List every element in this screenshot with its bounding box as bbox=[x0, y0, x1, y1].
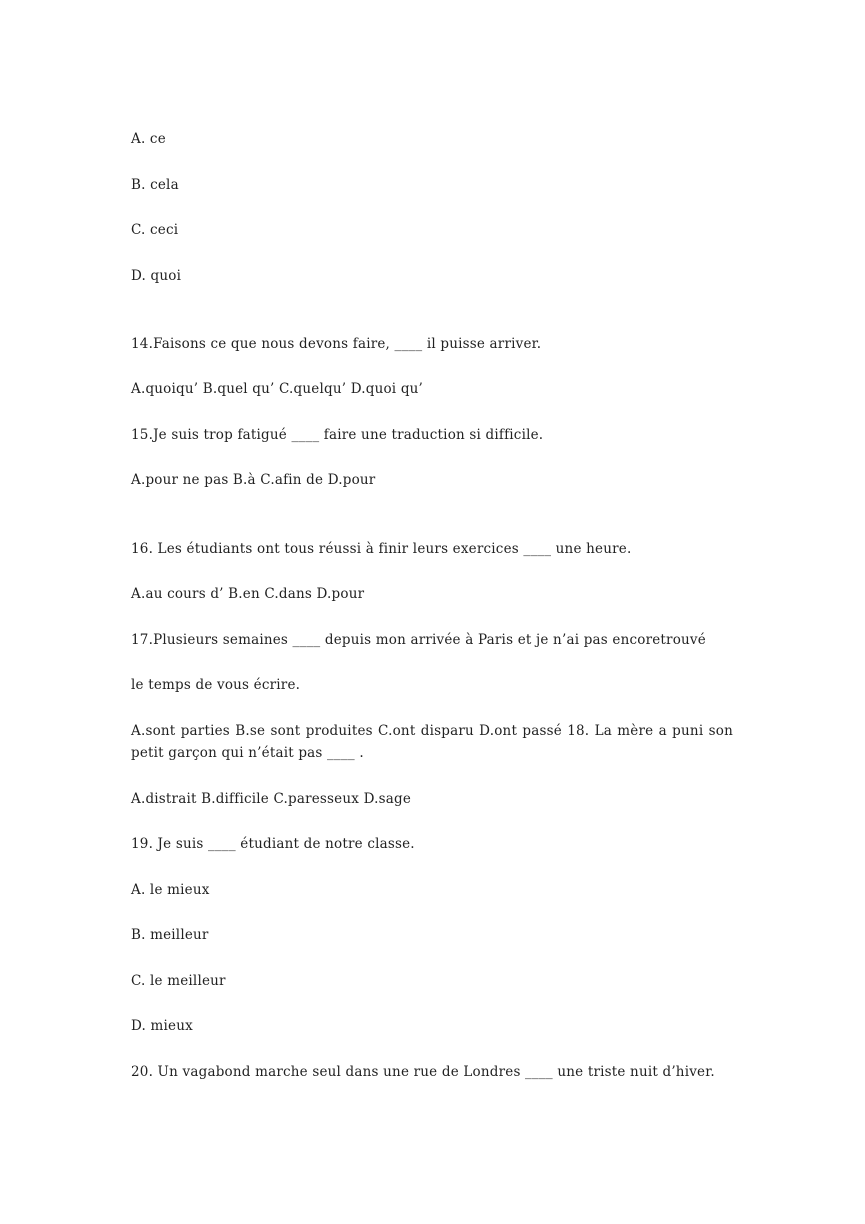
q13-option-a: A. ce bbox=[131, 131, 166, 147]
q13-option-c: C. ceci bbox=[131, 222, 179, 238]
q17-question-line1: 17.Plusieurs semaines ____ depuis mon arrivée à Paris et je n’ai pas encoretrouvé bbox=[131, 632, 706, 648]
q19-question: 19. Je suis ____ étudiant de notre classe. bbox=[131, 836, 415, 852]
q17-options-and-q18-question: A.sont parties B.se sont produites C.ont disparu D.ont passé 18. La mère a puni son petit garçon qui n’était pas ____ . bbox=[131, 723, 733, 761]
q15-options: A.pour ne pas B.à C.afin de D.pour bbox=[131, 472, 376, 488]
q15-question: 15.Je suis trop fatigué ____ faire une traduction si difficile. bbox=[131, 427, 544, 443]
q13-option-b: B. cela bbox=[131, 177, 179, 193]
q19-option-d: D. mieux bbox=[131, 1018, 193, 1034]
q19-option-a: A. le mieux bbox=[131, 882, 210, 898]
q19-option-c: C. le meilleur bbox=[131, 973, 226, 989]
q17-question-line2: le temps de vous écrire. bbox=[131, 677, 301, 693]
q20-question: 20. Un vagabond marche seul dans une rue de Londres ____ une triste nuit d’hiver. bbox=[131, 1064, 715, 1080]
q13-option-d: D. quoi bbox=[131, 268, 182, 284]
q16-question: 16. Les étudiants ont tous réussi à finir leurs exercices ____ une heure. bbox=[131, 541, 632, 557]
q14-options: A.quoiqu’ B.quel qu’ C.quelqu’ D.quoi qu’ bbox=[131, 381, 424, 397]
q16-options: A.au cours d’ B.en C.dans D.pour bbox=[131, 586, 365, 602]
q14-question: 14.Faisons ce que nous devons faire, ____ il puisse arriver. bbox=[131, 336, 542, 352]
q18-options: A.distrait B.difficile C.paresseux D.sage bbox=[131, 791, 412, 807]
q19-option-b: B. meilleur bbox=[131, 927, 209, 943]
